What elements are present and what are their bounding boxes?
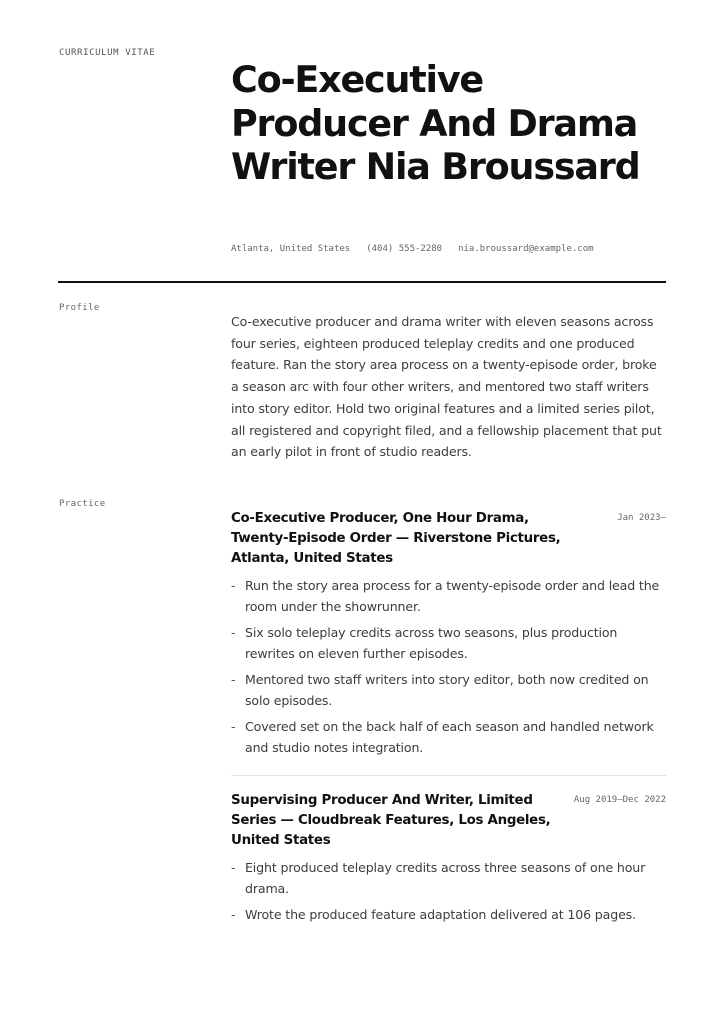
section-label-practice: Practice bbox=[59, 499, 106, 509]
bullet-text: Eight produced teleplay credits across three seasons of one hour drama. bbox=[245, 860, 646, 896]
list-item bbox=[231, 622, 666, 664]
section-label-profile: Profile bbox=[59, 303, 100, 313]
bullet-text: Run the story area process for a twenty-episode order and lead the room under the showrunner. bbox=[245, 578, 660, 614]
bullet-marker: - bbox=[231, 719, 236, 734]
contact-location: Atlanta, United States bbox=[231, 244, 351, 254]
header-divider bbox=[58, 281, 666, 283]
bullet-marker: - bbox=[231, 672, 236, 687]
bullet-marker: - bbox=[231, 860, 236, 875]
job-dates: Aug 2019–Dec 2022 bbox=[573, 795, 666, 805]
bullet-marker: - bbox=[231, 578, 236, 593]
list-item bbox=[231, 904, 666, 925]
job-header bbox=[231, 509, 666, 569]
bullet-marker: - bbox=[231, 625, 236, 640]
list-item bbox=[231, 575, 666, 617]
bullet-text: Mentored two staff writers into story editor, both now credited on solo episodes. bbox=[245, 672, 649, 708]
job-divider bbox=[231, 775, 666, 776]
job-header bbox=[231, 791, 666, 851]
page-title: Co-Executive Producer And Drama Writer Nia Broussard bbox=[231, 58, 640, 188]
profile-summary: Co-executive producer and drama writer with eleven seasons across four series, eighteen produced teleplay credits and one produced feature. Ran the story area process on a twenty-episode order, broke a season arc with four other writers, and mentored two staff writers into story editor. Hold two original features and a limited series pilot, all registered and copyright filed, and a fellowship placement that put an early pilot in front of studio readers. bbox=[231, 314, 662, 460]
job-title: Supervising Producer And Writer, Limited Series — Cloudbreak Features, Los Angeles, United States bbox=[231, 793, 551, 848]
list-item bbox=[231, 716, 666, 758]
job-bullets bbox=[231, 857, 666, 925]
contact-phone: (404) 555-2280 bbox=[366, 244, 443, 254]
contact-line bbox=[231, 244, 594, 254]
bullet-text: Six solo teleplay credits across two seasons, plus production rewrites on eleven further episodes. bbox=[245, 625, 618, 661]
list-item bbox=[231, 857, 666, 899]
document-label: CURRICULUM VITAE bbox=[59, 48, 156, 58]
job-entry bbox=[231, 509, 666, 763]
job-dates: Jan 2023– bbox=[617, 513, 666, 523]
job-title: Co-Executive Producer, One Hour Drama, Twenty-Episode Order — Riverstone Pictures, Atlanta, United States bbox=[231, 511, 561, 566]
bullet-marker: - bbox=[231, 907, 236, 922]
bullet-text: Wrote the produced feature adaptation delivered at 106 pages. bbox=[245, 907, 636, 922]
list-item bbox=[231, 669, 666, 711]
contact-email[interactable]: nia.broussard@example.com bbox=[458, 244, 594, 254]
job-bullets bbox=[231, 575, 666, 758]
job-entry bbox=[231, 791, 666, 930]
bullet-text: Covered set on the back half of each season and handled network and studio notes integration. bbox=[245, 719, 654, 755]
